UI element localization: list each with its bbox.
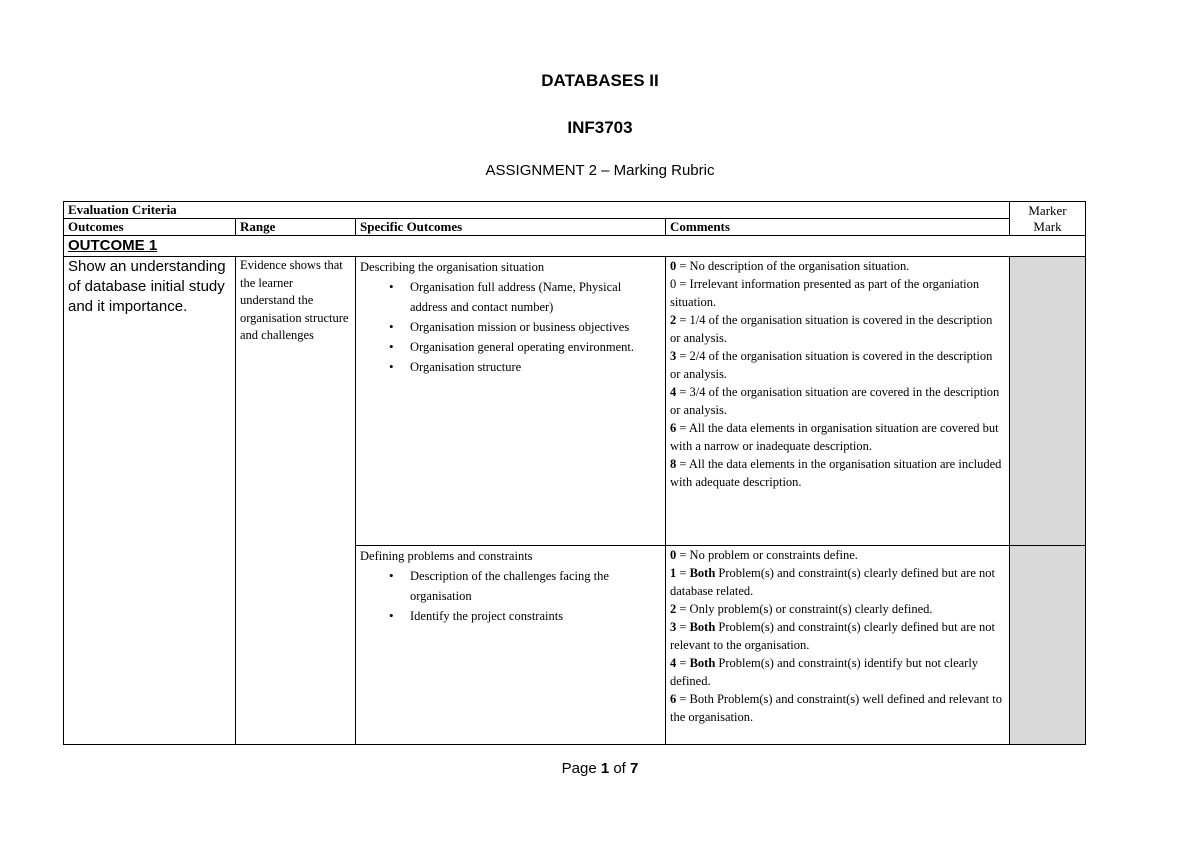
comment-line: 2 = Only problem(s) or constraint(s) clearly defined. xyxy=(670,602,933,616)
column-header-comments: Comments xyxy=(666,219,1010,236)
range-description: Evidence shows that the learner understand the organisation structure and challenges xyxy=(236,257,356,745)
course-code: INF3703 xyxy=(567,118,633,137)
evaluation-criteria-header: Evaluation Criteria xyxy=(64,202,1010,219)
specific-outcome-list xyxy=(360,277,661,377)
specific-outcome-item: • Organisation mission or business objectives xyxy=(410,317,661,337)
comment-line: 0 = No description of the organisation situation. xyxy=(670,259,910,273)
column-header-range: Range xyxy=(236,219,356,236)
outcome-description: Show an understanding of database initial study and it importance. xyxy=(64,257,236,745)
column-header-specific-outcomes: Specific Outcomes xyxy=(356,219,666,236)
comment-line: 4 = 3/4 of the organisation situation are covered in the description or analysis. xyxy=(670,385,1000,417)
current-page: 1 xyxy=(600,760,610,777)
comments-cell xyxy=(666,546,1010,745)
comment-line: 6 = Both Problem(s) and constraint(s) well defined and relevant to the organisation. xyxy=(670,692,1002,724)
specific-outcome-item: • Description of the challenges facing the organisation xyxy=(410,566,661,606)
specific-outcome-item: • Organisation full address (Name, Physical address and contact number) xyxy=(410,277,661,317)
specific-outcome-item: • Identify the project constraints xyxy=(410,606,661,626)
comment-line: 4 = Both Problem(s) and constraint(s) identify but not clearly defined. xyxy=(670,656,979,688)
column-header-outcomes: Outcomes xyxy=(64,219,236,236)
marker-mark-cell[interactable] xyxy=(1010,257,1086,546)
outcome-heading: OUTCOME 1 xyxy=(68,237,158,254)
comment-line: 0 = No problem or constraints define. xyxy=(670,548,858,562)
total-pages: 7 xyxy=(630,760,639,777)
specific-outcome-cell xyxy=(356,257,666,546)
comment-line: 3 = Both Problem(s) and constraint(s) clearly defined but are not relevant to the organisation. xyxy=(670,620,996,652)
comment-line: 1 = Both Problem(s) and constraint(s) clearly defined but are not database related. xyxy=(670,566,996,598)
comment-line: 3 = 2/4 of the organisation situation is covered in the description or analysis. xyxy=(670,349,993,381)
comment-line: 0 = Irrelevant information presented as part of the organiation situation. xyxy=(670,277,980,309)
specific-outcome-list xyxy=(360,566,661,626)
document-title: DATABASES II xyxy=(541,71,659,90)
comments-cell xyxy=(666,257,1010,546)
document-subtitle: ASSIGNMENT 2 – Marking Rubric xyxy=(485,162,715,179)
comment-line: 2 = 1/4 of the organisation situation is covered in the description or analysis. xyxy=(670,313,993,345)
specific-outcome-title: Defining problems and constraints xyxy=(360,549,533,563)
specific-outcome-item: • Organisation structure xyxy=(410,357,661,377)
marker-mark-cell[interactable] xyxy=(1010,546,1086,745)
specific-outcome-cell xyxy=(356,546,666,745)
comment-line: 6 = All the data elements in organisation situation are covered but with a narrow or inadequate description. xyxy=(670,421,999,453)
specific-outcome-title: Describing the organisation situation xyxy=(360,260,545,274)
page-footer: Page 1 of 7 xyxy=(561,760,639,777)
comment-line: 8 = All the data elements in the organisation situation are included with adequate description. xyxy=(670,457,1002,489)
marker-mark-header: Marker Mark xyxy=(1010,202,1086,236)
marking-rubric-table xyxy=(63,201,1086,745)
specific-outcome-item: • Organisation general operating environment. xyxy=(410,337,661,357)
